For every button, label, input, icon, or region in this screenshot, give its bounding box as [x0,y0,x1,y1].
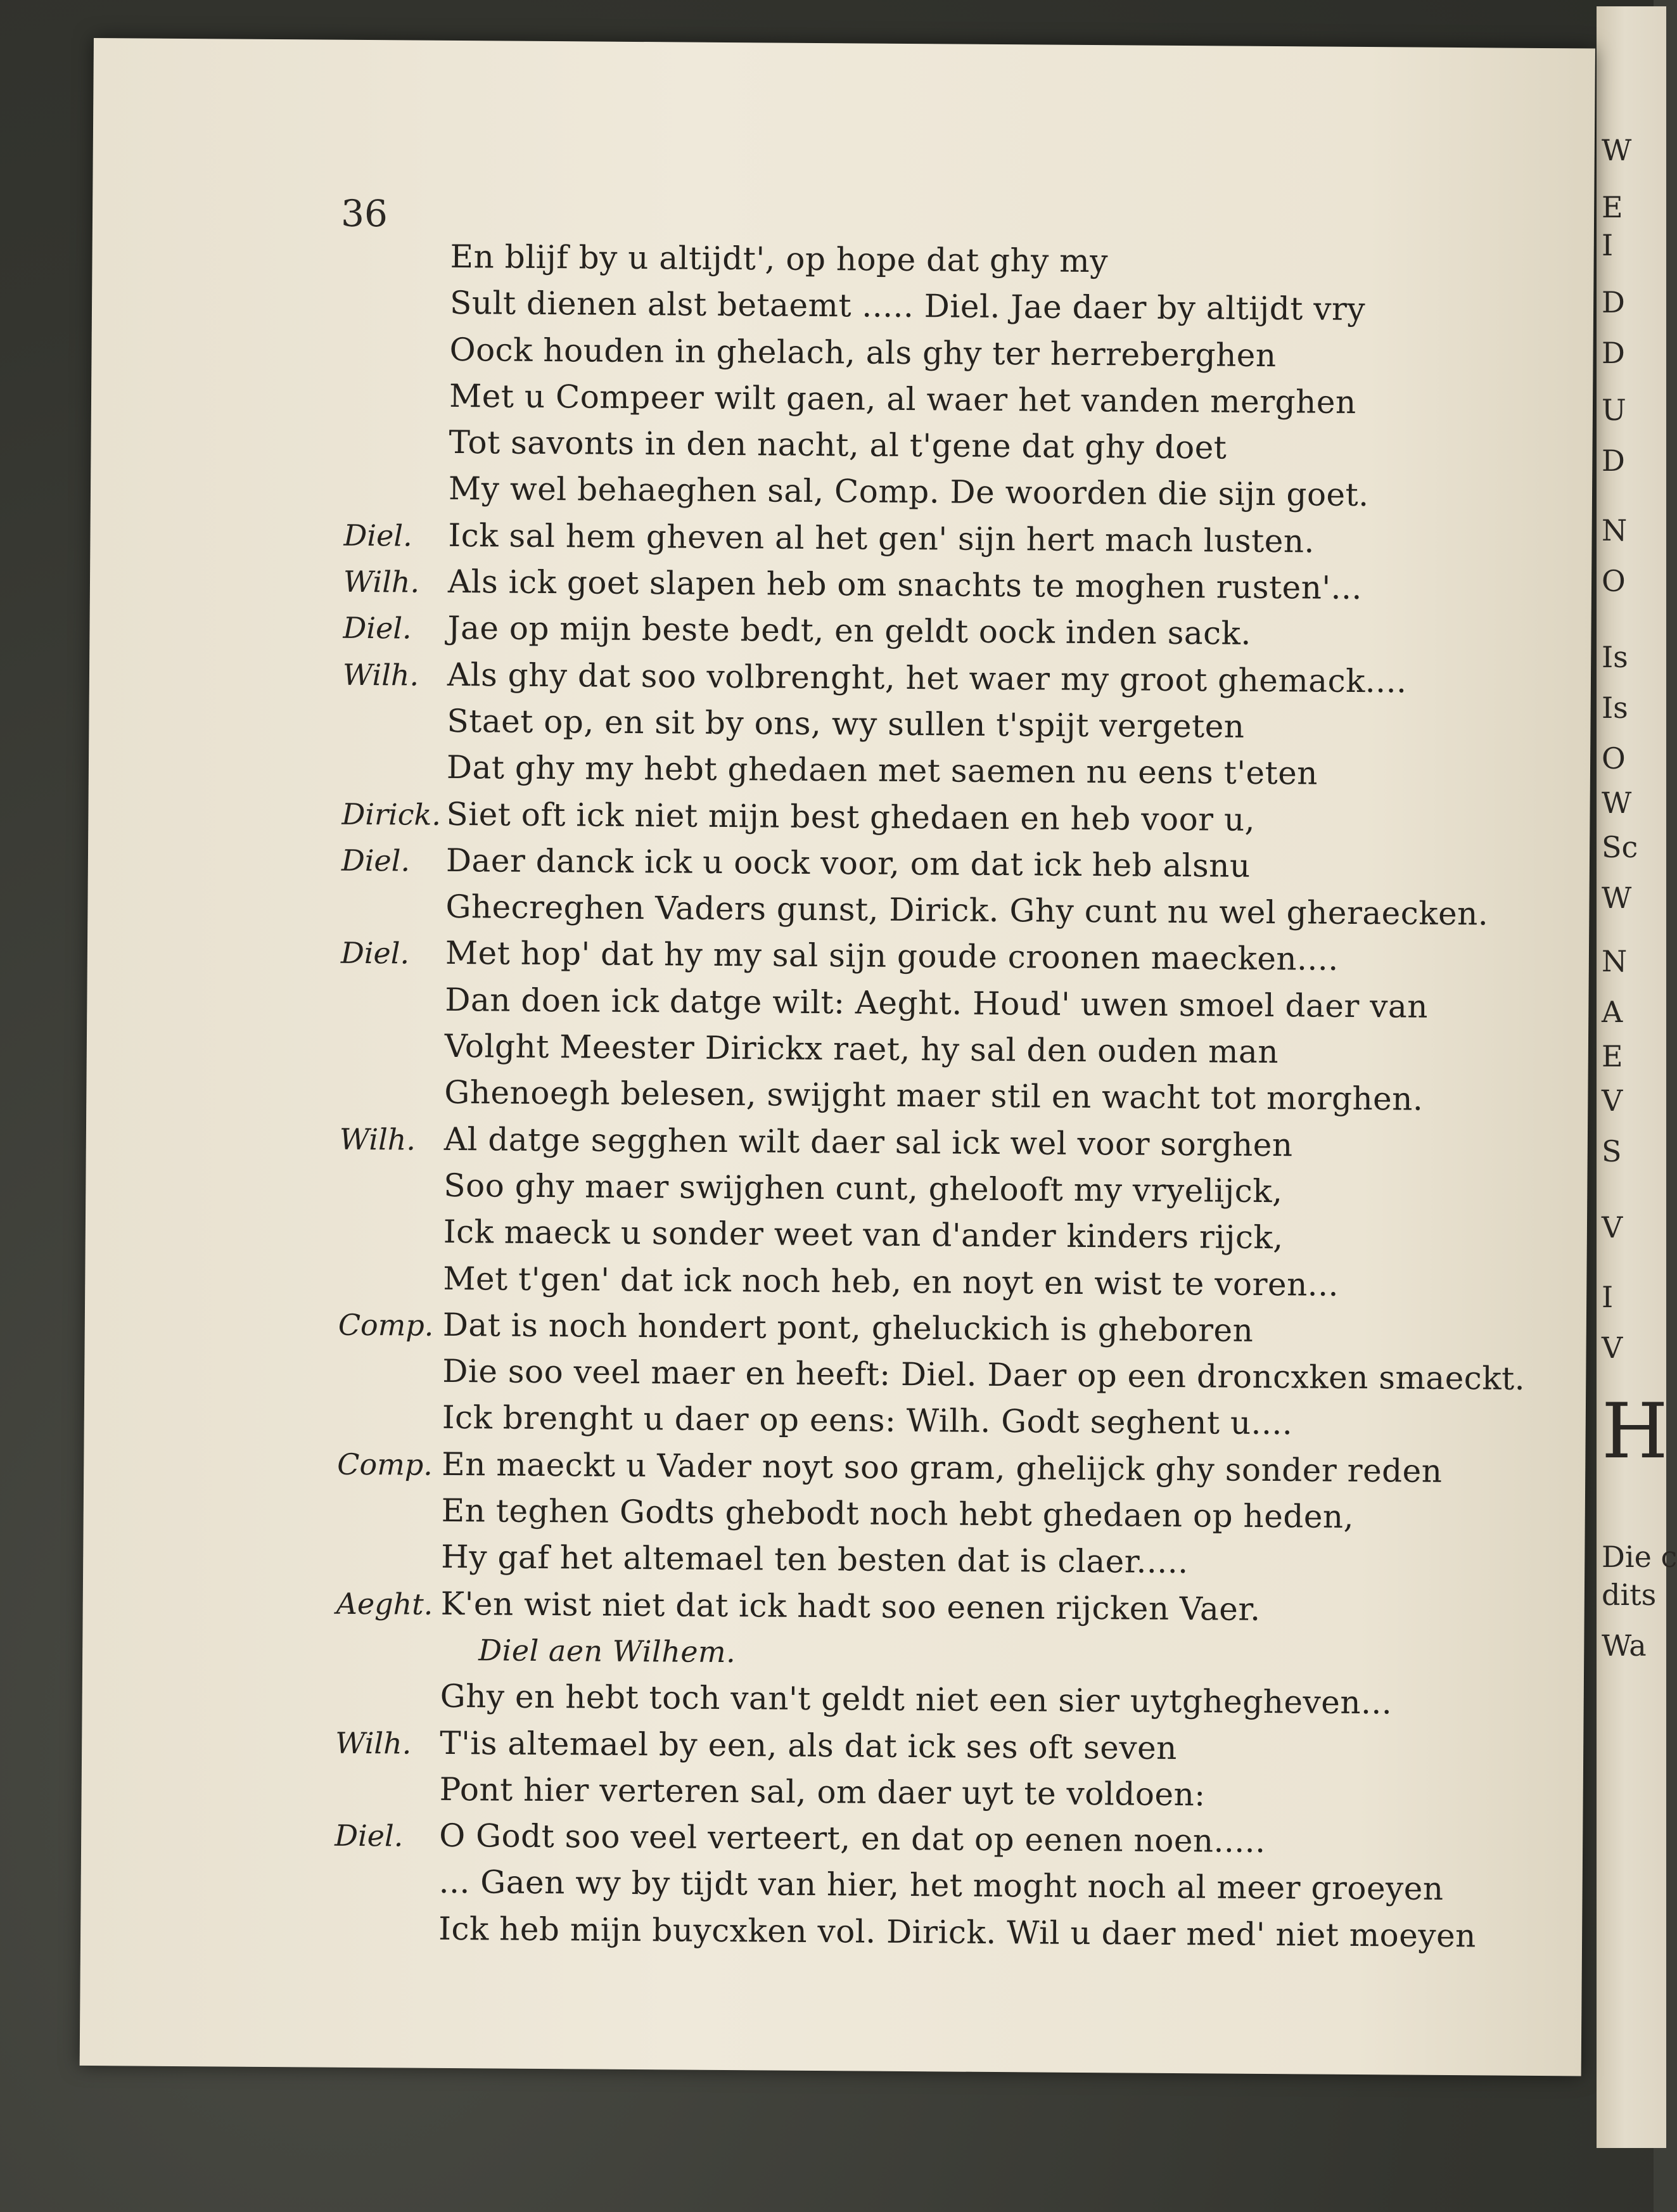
line-text: Pont hier verteren sal, om daer uyt te voldoen: [439,1770,1206,1813]
speaker-label: Comp. [338,1307,434,1343]
speaker-label [334,1938,438,1939]
line-text: K'en wist niet dat ick hadt soo eenen rijcken Vaer. [440,1585,1261,1628]
line-text: O Godt soo veel verteert, en dat op eenen noen..... [439,1817,1266,1860]
line-text: Dat is noch hondert pont, gheluckich is gheboren [442,1306,1254,1349]
speaker-label: Diel. [335,1818,404,1853]
speaker-label: Diel. [340,936,410,971]
facing-page-fragment: dits [1602,1578,1657,1612]
facing-page-fragment: Is [1602,691,1628,725]
facing-page-fragment: I [1602,1280,1614,1314]
speaker-label: Diel. [343,611,412,646]
line-text: En blijf by u altijdt', op hope dat ghy my [450,238,1109,280]
facing-page-fragment: D [1602,444,1625,478]
line-text: Als ick goet slapen heb om snachts te moghen rusten'... [447,563,1363,607]
facing-page-fragment: E [1602,1039,1623,1073]
line-text: Volght Meester Dirickx raet, hy sal den ouden man [444,1027,1279,1071]
facing-page-fragment: U [1602,393,1626,427]
line-text: Dan doen ick datge wilt: Aeght. Houd' uwen smoel daer van [445,981,1429,1025]
speaker-label [342,731,447,732]
facing-page-fragment: D [1602,285,1625,319]
speaker-label: Dirick. [341,796,442,832]
line-text: Dat ghy my hebt ghedaen met saemen nu eens t'eten [446,749,1318,792]
line-text: Siet oft ick niet mijn best ghedaen en heb voor u, [446,795,1256,838]
speaker-label: Wilh. [343,564,420,599]
facing-page-fragment: Die c [1602,1540,1677,1574]
speaker-label [338,1381,442,1382]
facing-page-fragment: V [1602,1210,1623,1244]
line-text: Als ghy dat soo volbrenght, het waer my groot ghemack.... [447,656,1407,700]
line-text: Tot savonts in den nacht, al t'gene dat ghy doet [449,424,1227,466]
verse-text [334,233,1664,1960]
line-text: Soo ghy maer swijghen cunt, ghelooft my vryelijck, [443,1167,1283,1210]
speaker-label [342,777,447,778]
line-text: Die soo veel maer en heeft: Diel. Daer op een droncxken smaeckt. [442,1353,1526,1397]
facing-page-fragment: W [1602,786,1632,820]
speaker-label [335,1892,439,1893]
speaker-label [345,406,449,407]
line-text: Hy gaf het altemael ten besten dat is claer..... [441,1538,1189,1581]
line-text: Ghenoegh belesen, swijght maer stil en wacht tot morghen. [444,1074,1424,1118]
speaker-label [344,452,449,453]
speaker-label: Comp. [337,1447,433,1482]
line-text: Diel aen Wilhem. [478,1633,736,1670]
line-text: Daer danck ick u oock voor, om dat ick heb alsnu [445,841,1251,885]
facing-page-fragment: V [1602,1331,1623,1365]
facing-page-fragment: H [1602,1388,1668,1476]
facing-page-fragment: O [1602,564,1626,598]
speaker-label [345,313,450,314]
line-text: Ick brenght u daer op eens: Wilh. Godt seghent u.... [442,1399,1293,1442]
facing-page-fragment: E [1602,190,1623,224]
line-text: Jae op mijn beste bedt, en geldt oock inden sack. [447,610,1252,653]
line-text: Oock houden in ghelach, als ghy ter herreberghen [449,331,1277,374]
facing-page-fragment: Sc [1602,830,1638,864]
speaker-label [336,1567,441,1568]
speaker-label: Diel. [341,843,411,878]
facing-page-fragment: N [1602,944,1628,978]
line-text: Ghy en hebt toch van't geldt niet een sier uytghegheven... [440,1678,1393,1722]
line-text: My wel behaeghen sal, Comp. De woorden die sijn goet. [448,470,1369,514]
facing-page-fragment: W [1602,881,1632,915]
speaker-label [340,1056,445,1057]
facing-page-fragment: W [1602,133,1632,167]
speaker-label [338,1288,443,1289]
speaker-label: Wilh. [339,1122,416,1157]
line-text: Al datge segghen wilt daer sal ick wel voor sorghen [443,1120,1293,1163]
line-text: Met t'gen' dat ick noch heb, en noyt en wist te voren... [443,1260,1339,1303]
line-text: Ick maeck u sonder weet van d'ander kinders rijck, [443,1213,1284,1256]
speaker-label: Diel. [343,518,412,553]
line-text: Ick sal hem gheven al het gen' sijn hert mach lusten. [448,516,1315,560]
speaker-label [340,1010,445,1011]
facing-page-fragment: I [1602,228,1614,262]
line-text: Met u Compeer wilt gaen, al waer het vanden merghen [449,377,1356,421]
line-text: Met hop' dat hy my sal sijn goude croonen maecken.... [445,935,1339,978]
line-text: ... Gaen wy by tijdt van hier, het moght noch al meer groeyen [438,1864,1444,1908]
facing-page-fragment: A [1602,995,1623,1029]
line-text: T'is altemael by een, als dat ick ses oft seven [440,1724,1178,1767]
facing-page-fragment: S [1602,1134,1622,1168]
book-page [80,38,1595,2076]
line-text: En maeckt u Vader noyt soo gram, ghelijck ghy sonder reden [442,1445,1443,1490]
verse-line [334,1905,1652,1960]
speaker-label [336,1706,440,1707]
page-number: 36 [340,191,388,236]
facing-page-fragment: O [1602,741,1626,776]
facing-page-fragment: D [1602,336,1625,370]
facing-page-fragment: Is [1602,640,1628,674]
line-text: En teghen Godts ghebodt noch hebt ghedaen op heden, [441,1492,1355,1535]
line-text: Sult dienen alst betaemt ..... Diel. Jae daer by altijdt vry [449,284,1366,328]
speaker-label [339,1242,443,1243]
line-text: Staet op, en sit by ons, wy sullen t'spijt vergeten [447,702,1245,745]
facing-page-fragment: V [1602,1084,1623,1118]
line-text: Ick heb mijn buycxken vol. Dirick. Wil u daer med' niet moeyen [438,1910,1477,1954]
speaker-label: Wilh. [342,657,419,693]
speaker-label [345,359,449,360]
speaker-label: Aeght. [336,1586,433,1621]
facing-page-fragment: N [1602,513,1628,547]
line-text: Ghecreghen Vaders gunst, Dirick. Ghy cunt nu wel gheraecken. [445,888,1489,933]
speaker-label: Wilh. [335,1725,412,1761]
facing-page-fragment: Wa [1602,1628,1647,1663]
